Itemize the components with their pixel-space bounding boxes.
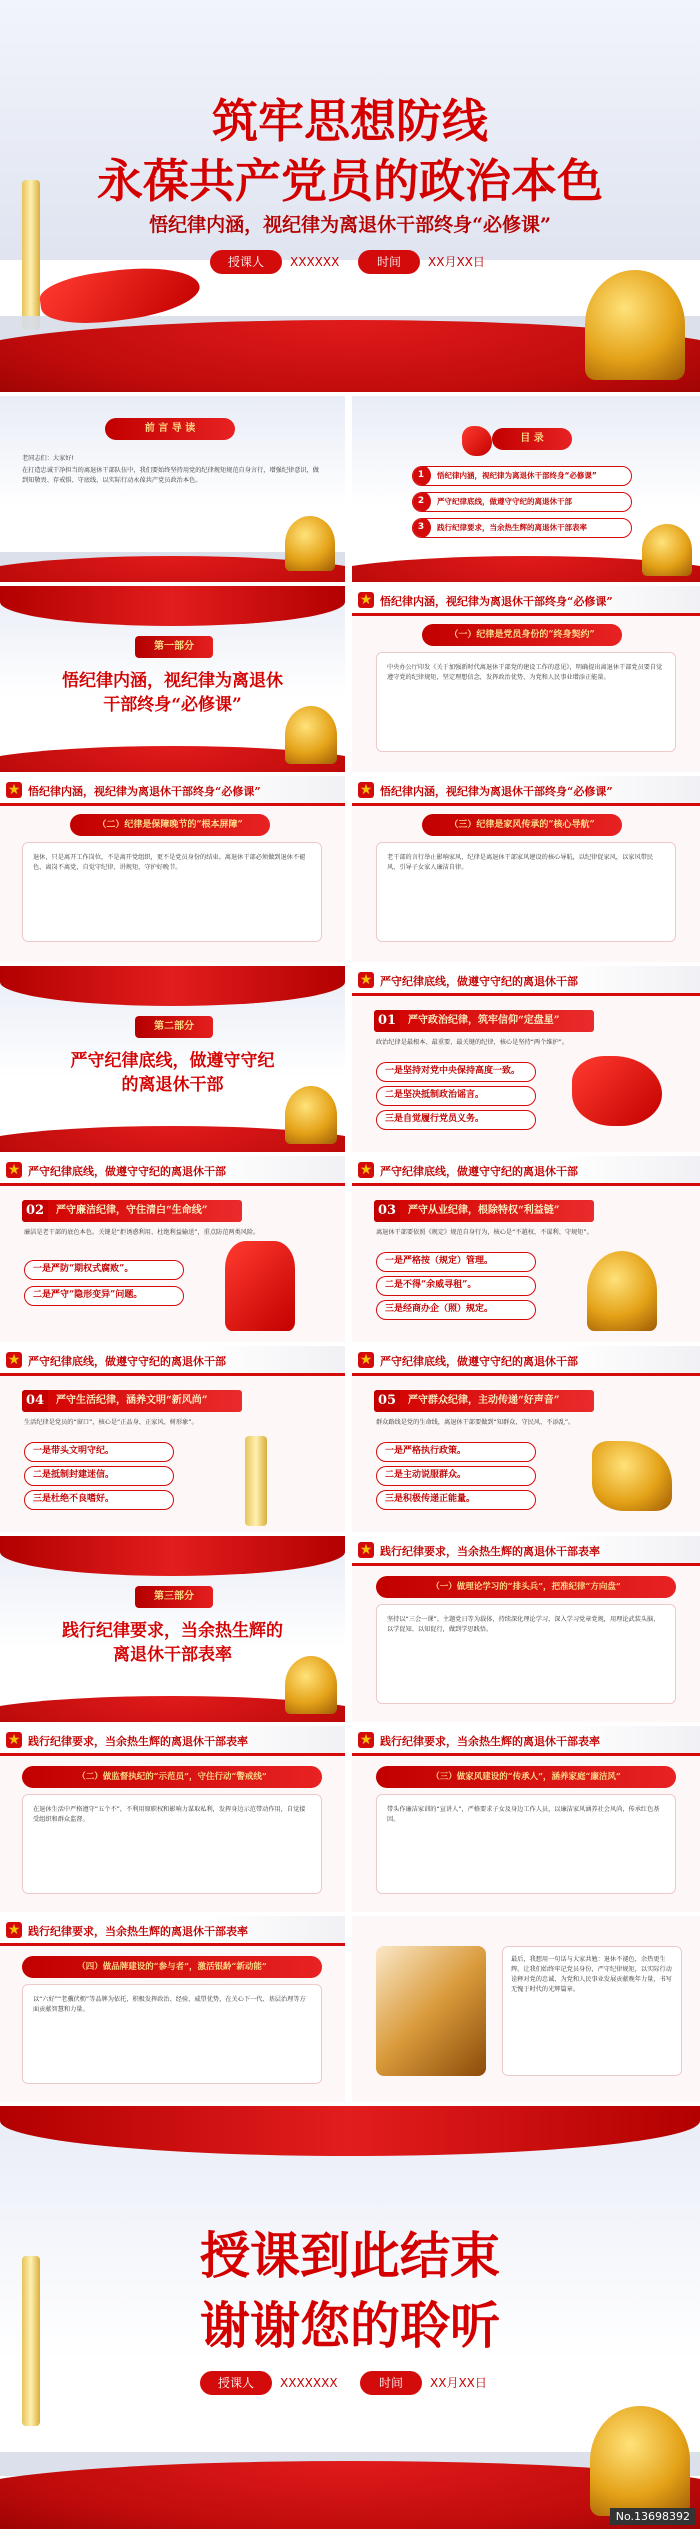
slide-header bbox=[0, 1156, 345, 1186]
time-value: XX月XX日 bbox=[430, 2376, 487, 2390]
slide-2d bbox=[0, 1346, 345, 1532]
slide-2e-item-3: 三是积极传递正能量。 bbox=[376, 1490, 536, 1510]
slide-2c-num: 03 bbox=[374, 1200, 400, 1222]
slide-2c-item-2: 二是不得“余威寻租”。 bbox=[376, 1276, 536, 1296]
slide-3d bbox=[0, 1916, 345, 2102]
slide-header-text: 践行纪律要求，当余热生辉的离退休干部表率 bbox=[380, 1735, 600, 1748]
slide-2a-item-2: 二是坚决抵制政治谣言。 bbox=[376, 1086, 536, 1106]
slide-header bbox=[352, 1156, 700, 1186]
slide-2d-item-3: 三是杜绝不良嗜好。 bbox=[24, 1490, 174, 1510]
slide-3c-body: 带头作廉洁家训的“宣讲人”，严格要求子女及身边工作人员，以廉洁家风涵养社会风尚，传承红色基因。 bbox=[387, 1806, 660, 1823]
time-value: XX月XX日 bbox=[428, 255, 485, 269]
slide-header bbox=[0, 776, 345, 806]
toc-num-1: 1 bbox=[412, 466, 431, 486]
preface-body: 在打造忠诚干净担当的离退休干部队伍中，我们要始终坚持用党的纪律规矩规范自身言行，增强纪律意识，做到知敬畏、存戒惧、守底线，以实际行动永葆共产党员政治本色。 bbox=[22, 467, 319, 484]
cover-slide bbox=[0, 0, 700, 392]
slide-2c-item-1: 一是严格按（规定）管理。 bbox=[376, 1252, 536, 1272]
part3-title-line1: 践行纪律要求，当余热生辉的 bbox=[62, 1621, 283, 1641]
slide-header bbox=[352, 1346, 700, 1376]
ending-line1: 授课到此结束 bbox=[200, 2226, 500, 2285]
slide-header-text: 悟纪律内涵，视纪律为离退休干部终身“必修课” bbox=[380, 595, 613, 608]
slide-2a-bar bbox=[374, 1010, 594, 1032]
slide-2c-item-3: 三是经商办企（照）规定。 bbox=[376, 1300, 536, 1320]
toc-item-3[interactable] bbox=[412, 518, 632, 538]
star-icon: ★ bbox=[359, 1542, 373, 1558]
golden-lion-statue bbox=[587, 1251, 657, 1331]
cover-meta bbox=[210, 250, 490, 274]
huabiao-pillar bbox=[245, 1436, 267, 1526]
slide-2c-intro: 离退休干部要依照《规定》规范自身行为，核心是“不越权、不谋利、守规矩”。 bbox=[376, 1229, 593, 1236]
part1-slide bbox=[0, 586, 345, 772]
star-icon: ★ bbox=[7, 1922, 21, 1938]
party-flag-icon bbox=[462, 426, 492, 456]
part3-title-line2: 离退休干部表率 bbox=[113, 1645, 232, 1665]
star-icon: ★ bbox=[359, 592, 373, 608]
slide-2b-item-2: 二是严守“隐形变异”问题。 bbox=[24, 1286, 184, 1306]
slide-3b-body: 在退休生活中严格遵守“五个不”，不利用原职权和影响力谋取私利，发挥身边示范带动作用，自觉接受组织和群众监督。 bbox=[33, 1806, 306, 1823]
star-icon: ★ bbox=[359, 972, 373, 988]
star-icon: ★ bbox=[359, 1162, 373, 1178]
lecturer-value: XXXXXX bbox=[290, 255, 340, 269]
time-label: 时间 bbox=[360, 2371, 422, 2395]
slide-header-text: 严守纪律底线，做遵守守纪的离退休干部 bbox=[380, 1355, 578, 1368]
star-icon: ★ bbox=[7, 1732, 21, 1748]
slide-1a bbox=[352, 586, 700, 772]
slide-2b-intro: 廉洁是老干部的底色本色。关键是“拒诱惑利用、杜绝利益输送”，重点防范两类风险。 bbox=[24, 1229, 260, 1236]
part2-slide bbox=[0, 966, 345, 1152]
slide-1a-body: 中央办公厅印发《关于加强新时代离退休干部党的建设工作的意见》，明确提出离退休干部党员要自觉遵守党的纪律规矩，坚定理想信念，发挥政治优势，为党和人民事业增添正能量。 bbox=[387, 664, 663, 681]
slide-1c bbox=[352, 776, 700, 962]
slide-2e-intro: 群众路线是党的生命线，离退休干部要做到“知群众、守民风、不添乱”。 bbox=[376, 1419, 575, 1426]
toc-item-1[interactable] bbox=[412, 466, 632, 486]
slide-1b-box bbox=[22, 842, 322, 942]
slide-2d-bar-label: 严守生活纪律，涵养文明“新风尚” bbox=[56, 1395, 208, 1406]
slide-2e bbox=[352, 1346, 700, 1532]
slide-1c-box bbox=[376, 842, 676, 942]
slide-1b bbox=[0, 776, 345, 962]
slide-header bbox=[0, 1726, 345, 1756]
slide-2b-bar-label: 严守廉洁纪律，守住清白“生命线” bbox=[56, 1205, 208, 1216]
star-icon: ★ bbox=[359, 1352, 373, 1368]
star-icon: ★ bbox=[7, 1162, 21, 1178]
cover-title-line1: 筑牢思想防线 bbox=[212, 94, 488, 148]
toc-label-3: 践行纪律要求，当余热生辉的离退休干部表率 bbox=[437, 523, 587, 532]
slide-2a-num: 01 bbox=[374, 1010, 400, 1032]
cover-title-line2: 永葆共产党员的政治本色 bbox=[97, 154, 603, 208]
golden-lion-statue bbox=[285, 1086, 337, 1144]
cover-subtitle: 悟纪律内涵，视纪律为离退休干部终身“必修课” bbox=[149, 214, 551, 236]
slide-3e-body: 最后，我想用一句话与大家共勉：退休不褪色，余热更生辉。让我们始终牢记党员身份，严守纪律规矩，以实际行动诠释对党的忠诚，为党和人民事业发展贡献晚年力量，书写无愧于时代的光辉篇章。 bbox=[511, 1956, 672, 1993]
slide-2b-bar bbox=[22, 1200, 242, 1222]
ending-meta bbox=[200, 2371, 500, 2395]
golden-bugle-image bbox=[592, 1441, 672, 1511]
star-icon: ★ bbox=[359, 782, 373, 798]
slide-2c bbox=[352, 1156, 700, 1342]
slide-header-text: 严守纪律底线，做遵守守纪的离退休干部 bbox=[28, 1355, 226, 1368]
slide-3a-body: 坚持以“三会一课”、主题党日等为载体，持续深化理论学习，深入学习党章党规，用理论武装头脑，以学促知、以知促行，做到学思践悟。 bbox=[387, 1616, 660, 1633]
part3-tag: 第三部分 bbox=[135, 1586, 213, 1608]
toc-label-2: 严守纪律底线，做遵守守纪的离退休干部 bbox=[437, 497, 572, 506]
ending-line2: 谢谢您的聆听 bbox=[200, 2296, 500, 2355]
slide-3d-body: 以“六好”“老骥伏枥”等品牌为依托，积极发挥政治、经验、威望优势，在关心下一代、基层治理等方面贡献智慧和力量。 bbox=[33, 1996, 306, 2013]
part2-tag: 第二部分 bbox=[135, 1016, 213, 1038]
slide-2a-item-1: 一是坚持对党中央保持高度一致。 bbox=[376, 1062, 536, 1082]
star-icon: ★ bbox=[7, 782, 21, 798]
part2-title-line2: 的离退休干部 bbox=[121, 1075, 224, 1095]
toc-slide bbox=[352, 396, 700, 582]
star-icon: ★ bbox=[359, 1732, 373, 1748]
slide-header bbox=[0, 1346, 345, 1376]
slide-1c-pill: （三）纪律是家风传承的“核心导航” bbox=[422, 814, 622, 836]
slide-3b-pill: （二）做监督执纪的“示范员”，守住行动“警戒线” bbox=[22, 1766, 322, 1788]
golden-lion-statue bbox=[642, 524, 692, 576]
slide-2c-bar-label: 严守从业纪律，根除特权“利益链” bbox=[408, 1205, 560, 1216]
slide-3a-box bbox=[376, 1604, 676, 1704]
part2-top-ribbon bbox=[0, 966, 345, 1006]
slide-1c-body: 老干部的言行举止影响家风，纪律是离退休干部家风建设的核心导航，以纪律促家风，以家风带民风，引导子女家人廉洁自律。 bbox=[387, 854, 654, 871]
slide-header bbox=[0, 1916, 345, 1946]
golden-lion-statue bbox=[590, 2406, 690, 2516]
lecturer-label: 授课人 bbox=[200, 2371, 272, 2395]
slide-header bbox=[352, 776, 700, 806]
slide-2d-item-2: 二是抵制封建迷信。 bbox=[24, 1466, 174, 1486]
lecturer-label: 授课人 bbox=[210, 250, 282, 274]
slide-2d-item-1: 一是带头文明守纪。 bbox=[24, 1442, 174, 1462]
golden-lion-statue bbox=[585, 270, 685, 380]
party-flag-image bbox=[572, 1056, 662, 1126]
golden-lion-statue bbox=[285, 706, 337, 764]
slide-2b-num: 02 bbox=[22, 1200, 48, 1222]
part2-title-line1: 严守纪律底线，做遵守守纪 bbox=[70, 1051, 275, 1071]
slide-2e-num: 05 bbox=[374, 1390, 400, 1412]
preface-slide bbox=[0, 396, 345, 582]
slide-2e-bar bbox=[374, 1390, 594, 1412]
slide-header-text: 悟纪律内涵，视纪律为离退休干部终身“必修课” bbox=[380, 785, 613, 798]
preface-title: 前 言 导 读 bbox=[105, 418, 235, 440]
slide-2d-num: 04 bbox=[22, 1390, 48, 1412]
part1-title-line2: 干部终身“必修课” bbox=[103, 695, 242, 715]
part1-top-ribbon bbox=[0, 586, 345, 626]
slide-2c-bar bbox=[374, 1200, 594, 1222]
ending-slide bbox=[0, 2106, 700, 2529]
slide-header bbox=[352, 966, 700, 996]
slide-2e-item-2: 二是主动说服群众。 bbox=[376, 1466, 536, 1486]
slide-2e-item-1: 一是严格执行政策。 bbox=[376, 1442, 536, 1462]
slide-3c-pill: （三）做家风建设的“传承人”，涵养家庭“廉洁风” bbox=[376, 1766, 676, 1788]
slide-3b-box bbox=[22, 1794, 322, 1894]
slide-1a-box bbox=[376, 652, 676, 752]
slide-header-text: 严守纪律底线，做遵守守纪的离退休干部 bbox=[380, 975, 578, 988]
slide-header bbox=[352, 1726, 700, 1756]
slide-header-text: 践行纪律要求，当余热生辉的离退休干部表率 bbox=[28, 1735, 248, 1748]
slide-header-text: 悟纪律内涵，视纪律为离退休干部终身“必修课” bbox=[28, 785, 261, 798]
toc-num-2: 2 bbox=[412, 492, 431, 512]
lecturer-value: XXXXXXX bbox=[280, 2376, 338, 2390]
slide-3a bbox=[352, 1536, 700, 1722]
slide-3c bbox=[352, 1726, 700, 1912]
slide-header-text: 严守纪律底线，做遵守守纪的离退休干部 bbox=[28, 1165, 226, 1178]
slide-3b bbox=[0, 1726, 345, 1912]
slide-header-text: 践行纪律要求，当余热生辉的离退休干部表率 bbox=[28, 1925, 248, 1938]
star-icon: ★ bbox=[7, 1352, 21, 1368]
slide-2e-bar-label: 严守群众纪律，主动传递“好声音” bbox=[408, 1395, 560, 1406]
slide-3a-pill: （一）做理论学习的“排头兵”，把准纪律“方向盘” bbox=[376, 1576, 676, 1598]
toc-title: 目 录 bbox=[492, 428, 572, 450]
toc-num-3: 3 bbox=[412, 518, 431, 538]
slide-1b-body: 退休，只是离开工作岗位，不是离开党组织，更不是党员身份的结束。离退休干部必须做到退休不褪色、离岗不离党，自觉守纪律、讲规矩，守护好晚节。 bbox=[33, 854, 306, 871]
slide-1a-pill: （一）纪律是党员身份的“终身契约” bbox=[422, 624, 622, 646]
slide-header bbox=[352, 586, 700, 616]
golden-lion-statue bbox=[285, 516, 335, 571]
time-label: 时间 bbox=[358, 250, 420, 274]
raised-fist-image bbox=[225, 1241, 295, 1331]
toc-item-2[interactable] bbox=[412, 492, 632, 512]
slide-header-text: 践行纪律要求，当余热生辉的离退休干部表率 bbox=[380, 1545, 600, 1558]
golden-lion-statue bbox=[285, 1656, 337, 1714]
slide-2b bbox=[0, 1156, 345, 1342]
slide-3e bbox=[352, 1916, 700, 2102]
ending-top-ribbon bbox=[0, 2106, 700, 2156]
slide-2a bbox=[352, 966, 700, 1152]
slide-2d-bar bbox=[22, 1390, 242, 1412]
slide-1b-pill: （二）纪律是保障晚节的“根本屏障” bbox=[70, 814, 270, 836]
part1-title-line1: 悟纪律内涵，视纪律为离退休 bbox=[62, 671, 283, 691]
slide-2b-item-1: 一是严防“期权式腐败”。 bbox=[24, 1260, 184, 1280]
part1-tag: 第一部分 bbox=[135, 636, 213, 658]
slide-header-text: 严守纪律底线，做遵守守纪的离退休干部 bbox=[380, 1165, 578, 1178]
slide-3c-box bbox=[376, 1794, 676, 1894]
footer-id: No.13698392 bbox=[610, 2508, 696, 2525]
slide-2a-bar-label: 严守政治纪律，筑牢信仰“定盘星” bbox=[408, 1015, 560, 1026]
preface-greeting: 老同志们：大家好! bbox=[22, 455, 74, 462]
toc-label-1: 悟纪律内涵，视纪律为离退休干部终身“必修课” bbox=[437, 471, 597, 480]
slide-3d-box bbox=[22, 1984, 322, 2084]
part3-top-ribbon bbox=[0, 1536, 345, 1576]
slide-3d-pill: （四）做品牌建设的“参与者”，激活银龄“新动能” bbox=[22, 1956, 322, 1978]
part3-slide bbox=[0, 1536, 345, 1722]
monument-statue-image bbox=[376, 1946, 486, 2076]
slide-2a-intro: 政治纪律是最根本、最重要、最关键的纪律，核心是坚持“两个维护”。 bbox=[376, 1039, 569, 1046]
slide-3e-box bbox=[502, 1946, 682, 2076]
slide-2d-intro: 生活纪律是党员的“窗口”，核心是“正品身、正家风、树形象”。 bbox=[24, 1419, 198, 1426]
slide-2a-item-3: 三是自觉履行党员义务。 bbox=[376, 1110, 536, 1130]
slide-header bbox=[352, 1536, 700, 1566]
